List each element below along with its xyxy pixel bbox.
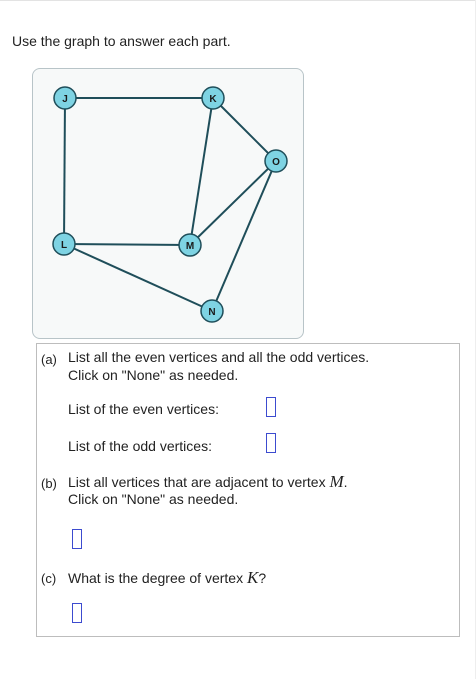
edge-m-o xyxy=(190,161,276,245)
vertex-o xyxy=(265,150,287,172)
even-vertices-label: List of the even vertices: xyxy=(68,401,219,417)
odd-vertices-label: List of the odd vertices: xyxy=(68,438,212,454)
degree-input[interactable] xyxy=(72,603,82,623)
vertex-o-label: O xyxy=(272,157,280,168)
part-b-prompt: List all vertices that are adjacent to vertex xyxy=(68,474,326,490)
vertex-k xyxy=(202,87,224,109)
edge-l-m xyxy=(64,244,190,245)
part-c-vertex: K xyxy=(246,568,259,587)
vertex-l xyxy=(53,233,75,255)
part-b-question xyxy=(68,473,348,491)
vertex-l-label: L xyxy=(60,240,68,251)
top-divider xyxy=(0,0,476,1)
vertex-n xyxy=(201,300,223,322)
vertex-j-label: J xyxy=(62,94,68,105)
part-b-vertex: M xyxy=(329,472,344,491)
part-a-prompt: List all the even vertices and all the odd vertices. xyxy=(68,349,370,365)
edge-k-o xyxy=(213,98,276,161)
vertex-m-label: M xyxy=(185,241,195,252)
odd-vertices-input[interactable] xyxy=(266,433,276,453)
vertex-m xyxy=(179,234,201,256)
even-vertices-input[interactable] xyxy=(266,397,276,417)
part-c-qmark: ? xyxy=(258,570,267,586)
edge-o-n xyxy=(212,161,276,311)
edge-j-l xyxy=(64,98,65,244)
vertex-j xyxy=(54,87,76,109)
part-b-letter: (b) xyxy=(41,476,57,491)
graph-figure xyxy=(33,69,305,340)
part-b-period: . xyxy=(343,474,348,490)
instruction-text: Use the graph to answer each part. xyxy=(12,33,231,49)
adjacent-vertices-input[interactable] xyxy=(72,529,82,549)
part-c-letter: (c) xyxy=(41,571,57,586)
part-c-question xyxy=(68,569,266,587)
vertex-n-label: N xyxy=(208,307,216,318)
edge-k-m xyxy=(190,98,213,245)
graph-panel xyxy=(32,68,304,339)
part-c-prompt: What is the degree of vertex xyxy=(68,570,244,586)
part-b-hint: Click on "None" as needed. xyxy=(68,491,239,507)
part-a-hint: Click on "None" as needed. xyxy=(68,367,239,383)
vertex-k-label: K xyxy=(209,94,217,105)
questions-panel xyxy=(36,343,460,637)
part-a-letter: (a) xyxy=(41,352,57,367)
